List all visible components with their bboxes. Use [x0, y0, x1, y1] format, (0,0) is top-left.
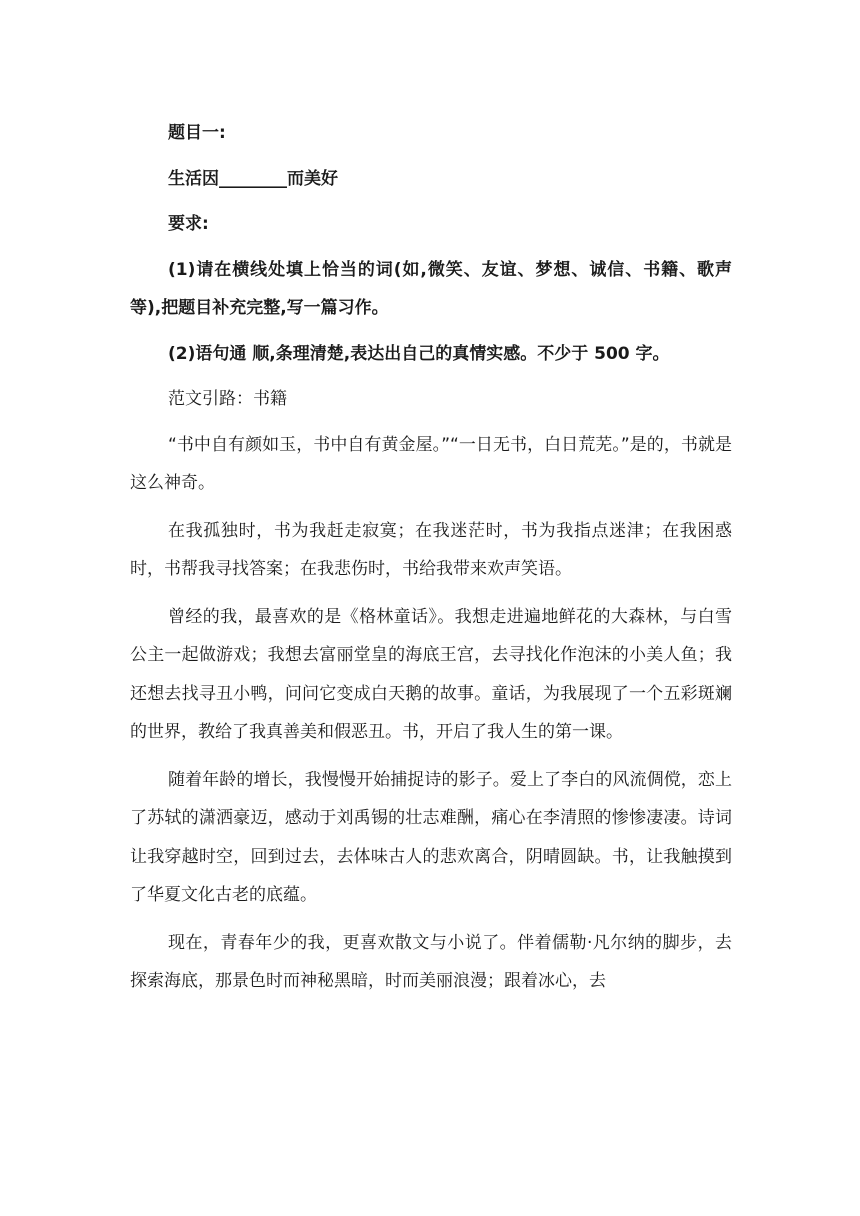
- paragraph-3: 曾经的我，最喜欢的是《格林童话》。我想走进遍地鲜花的大森林，与白雪公主一起做游戏；我想去富丽堂皇的海底王宫，去寻找化作泡沫的小美人鱼；我还想去找寻丑小鸭，问问它变成白天鹅的故事。童话，为我展现了一个五彩斑斓的世界，教给了我真善美和假恶丑。书，开启了我人生的第一课。: [130, 606, 732, 742]
- requirement-1: (1)请在横线处填上恰当的词(如,微笑、友谊、梦想、诚信、书籍、歌声等),把题目补充完整,写一篇习作。: [130, 259, 732, 318]
- section-heading: 题目一:: [168, 123, 226, 143]
- requirements-label: 要求:: [168, 214, 209, 234]
- guide-label: 范文引路：书籍: [168, 389, 287, 409]
- paragraph-5: 现在，青春年少的我，更喜欢散文与小说了。伴着儒勒·凡尔纳的脚步，去探索海底，那景色时而神秘黑暗，时而美丽浪漫；跟着冰心，去: [130, 932, 732, 991]
- paragraph-2: 在我孤独时，书为我赶走寂寞；在我迷茫时，书为我指点迷津；在我困惑时，书帮我寻找答案；在我悲伤时，书给我带来欢声笑语。: [130, 520, 732, 579]
- paragraph-1: “书中自有颜如玉，书中自有黄金屋。”“一日无书，白日荒芜。”是的，书就是这么神奇。: [130, 434, 732, 493]
- paragraph-4: 随着年龄的增长，我慢慢开始捕捉诗的影子。爱上了李白的风流倜傥，恋上了苏轼的潇洒豪迈，感动于刘禹锡的壮志难酬，痛心在李清照的惨惨凄凄。诗词让我穿越时空，回到过去，去体味古人的悲欢离合，阴晴圆缺。书，让我触摸到了华夏文化古老的底蕴。: [130, 769, 732, 905]
- essay-title: 生活因________而美好: [168, 168, 338, 189]
- requirement-2: (2)语句通 顺,条理清楚,表达出自己的真情实感。不少于 500 字。: [168, 343, 670, 364]
